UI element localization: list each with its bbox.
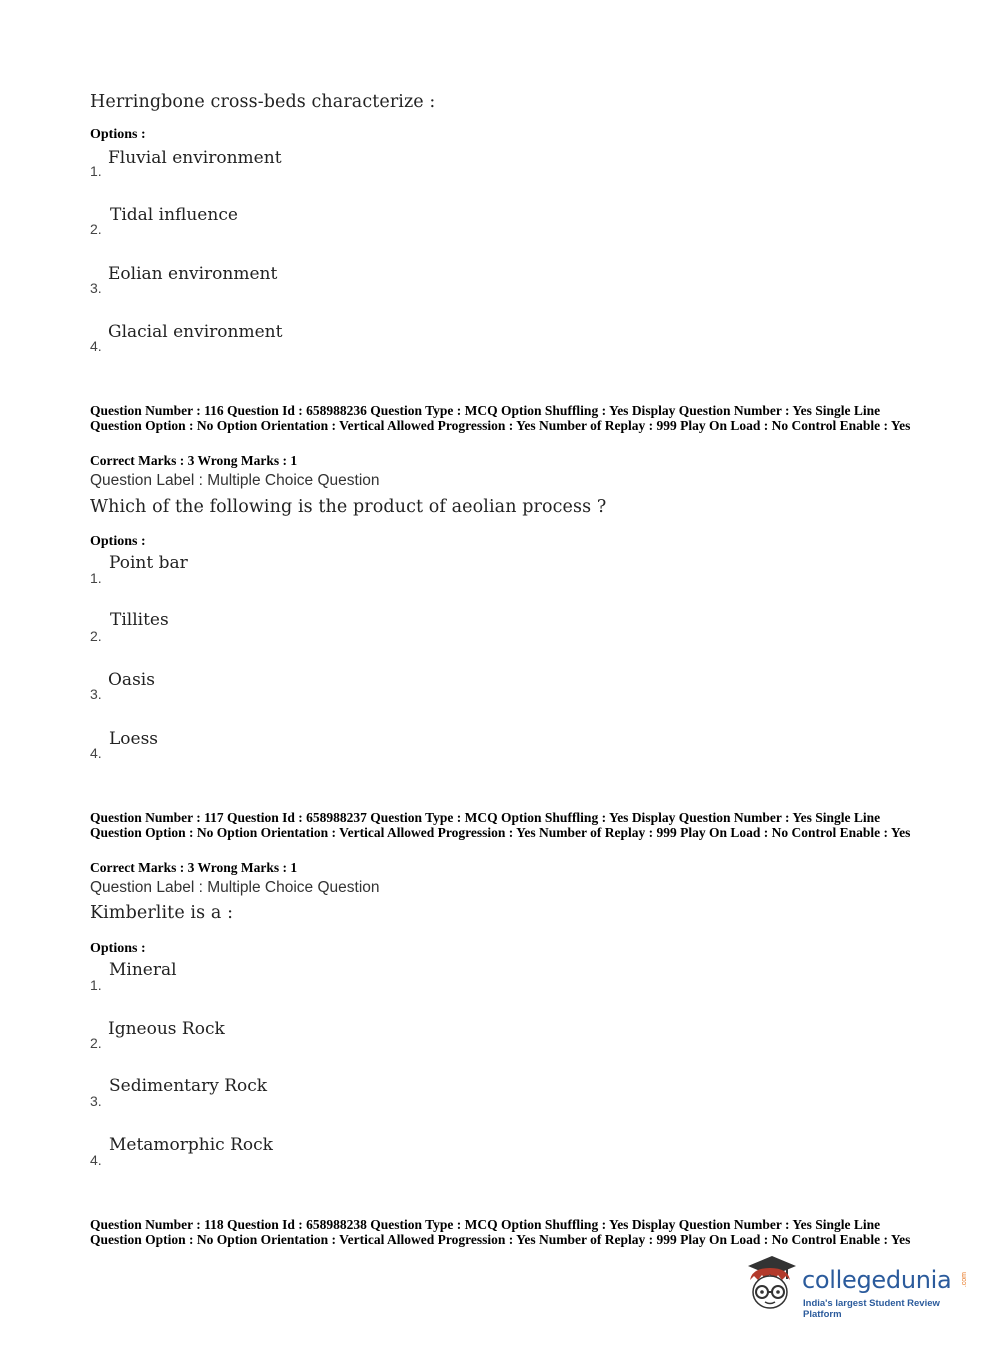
question-marks: Correct Marks : 3 Wrong Marks : 1 xyxy=(90,860,298,875)
option-text: Glacial environment xyxy=(108,322,283,342)
question-text: Kimberlite is a : xyxy=(90,903,234,923)
option-number: 3. xyxy=(90,686,102,702)
student-mascot-icon xyxy=(740,1250,800,1320)
option-number: 2. xyxy=(90,221,102,237)
question-meta: Question Number : 118 Question Id : 658988238 Question Type : MCQ Option Shuffling : Yes Display Question Number : Yes Single Line Question Option : No Option Orientation : Vertical Allowed Progression : Yes Number of Replay : 999 Play On Load : No Control Enable : Yes xyxy=(90,1217,911,1247)
question-text: Which of the following is the product of aeolian process ? xyxy=(90,497,607,517)
options-heading: Options : xyxy=(90,127,146,142)
logo-tagline: India's largest Student Review Platform xyxy=(803,1298,940,1320)
option-text: Tillites xyxy=(110,610,169,630)
option-text: Fluvial environment xyxy=(108,148,282,168)
option-text: Igneous Rock xyxy=(108,1019,225,1039)
question-text: Herringbone cross-beds characterize : xyxy=(90,92,436,112)
option-text: Metamorphic Rock xyxy=(109,1135,273,1155)
option-number: 1. xyxy=(90,570,102,586)
question-label: Question Label : Multiple Choice Question xyxy=(90,472,380,489)
question-meta: Question Number : 117 Question Id : 658988237 Question Type : MCQ Option Shuffling : Yes Display Question Number : Yes Single Line Question Option : No Option Orientation : Vertical Allowed Progression : Yes Number of Replay : 999 Play On Load : No Control Enable : Yes xyxy=(90,810,911,840)
collegedunia-logo xyxy=(740,1250,980,1320)
logo-wordmark: collegedunia xyxy=(802,1266,952,1294)
option-text: Point bar xyxy=(109,553,188,573)
option-number: 2. xyxy=(90,628,102,644)
option-number: 3. xyxy=(90,1093,102,1109)
options-heading: Options : xyxy=(90,941,146,956)
option-number: 4. xyxy=(90,745,102,761)
option-text: Mineral xyxy=(109,960,177,980)
option-number: 4. xyxy=(90,338,102,354)
option-number: 2. xyxy=(90,1035,102,1051)
option-number: 1. xyxy=(90,977,102,993)
option-number: 3. xyxy=(90,280,102,296)
logo-domain-suffix: .com xyxy=(961,1272,968,1288)
option-text: Tidal influence xyxy=(110,205,238,225)
question-marks: Correct Marks : 3 Wrong Marks : 1 xyxy=(90,453,298,468)
option-text: Sedimentary Rock xyxy=(109,1076,268,1096)
option-text: Oasis xyxy=(108,670,155,690)
option-text: Eolian environment xyxy=(108,264,278,284)
question-meta: Question Number : 116 Question Id : 658988236 Question Type : MCQ Option Shuffling : Yes Display Question Number : Yes Single Line Question Option : No Option Orientation : Vertical Allowed Progression : Yes Number of Replay : 999 Play On Load : No Control Enable : Yes xyxy=(90,403,911,433)
option-number: 1. xyxy=(90,163,102,179)
options-heading: Options : xyxy=(90,534,146,549)
question-label: Question Label : Multiple Choice Question xyxy=(90,879,380,896)
option-number: 4. xyxy=(90,1152,102,1168)
option-text: Loess xyxy=(109,729,159,749)
